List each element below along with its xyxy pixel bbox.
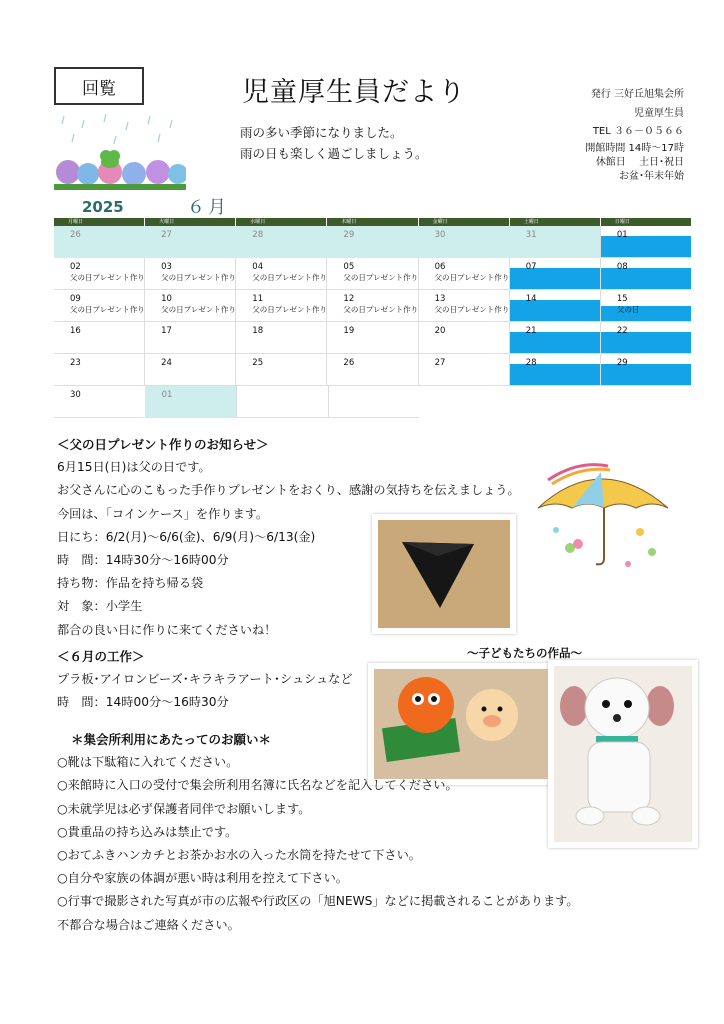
text-line: 時 間：14時30分～16時00分 [57, 553, 229, 568]
calendar-day [54, 226, 144, 258]
day-number: 27 [434, 358, 446, 368]
weekend-bar [601, 332, 691, 353]
works-label: ～子どもたちの作品～ [467, 646, 582, 660]
calendar-body [54, 226, 691, 418]
greeting-line: 雨の日も楽しく過ごしましょう。 [240, 146, 428, 161]
coin-case-photo [372, 514, 516, 634]
text-line: 日にち：6/2(月)～6/6(金)、6/9(月)～6/13(金) [57, 529, 316, 544]
calendar-day [144, 290, 235, 322]
weekday-label: 木曜日 [326, 218, 417, 226]
weekend-bar [601, 364, 691, 385]
greeting-line: 雨の多い季節になりました。 [240, 125, 403, 140]
calendar-week [54, 354, 691, 386]
text-line: お父さんに心のこもった手作りプレゼントをおくり、感謝の気持ちを伝えましょう。 [57, 483, 520, 498]
calendar-week [54, 258, 691, 290]
calendar-day [509, 354, 600, 386]
calendar-week [54, 322, 691, 354]
calendar-day [600, 258, 691, 290]
calendar-day [418, 354, 509, 386]
calendar-day [235, 322, 326, 354]
weekend-bar [510, 300, 600, 321]
umbrella-illustration [528, 460, 674, 580]
publisher-line: 開館時間 14時～17時 [585, 142, 684, 154]
calendar-day [418, 290, 509, 322]
day-number: 09 [70, 294, 81, 304]
rule-item: ○靴は下駄箱に入れてください。 [57, 755, 239, 770]
day-number: 04 [252, 262, 264, 272]
weekday-label: 日曜日 [600, 218, 691, 226]
day-number: 23 [70, 358, 81, 368]
day-number: 03 [161, 262, 172, 272]
calendar-day [600, 226, 691, 258]
calendar-day [600, 322, 691, 354]
calendar-day [235, 290, 326, 322]
calendar-day [235, 226, 326, 258]
day-number: 11 [252, 294, 264, 304]
text-line: 対 象：小学生 [57, 599, 143, 614]
weekend-bar [601, 268, 691, 289]
calendar-day [236, 386, 328, 418]
day-event: 父の日プレゼント作り [343, 273, 419, 282]
calendar-week [54, 226, 691, 258]
circulation-badge: 回覧 [54, 67, 144, 105]
rule-item: ○行事で撮影された写真が市の広報や行政区の「旭NEWS」などに掲載されることがあります。 [57, 894, 579, 909]
day-number: 07 [525, 262, 537, 272]
day-number: 21 [525, 326, 537, 336]
calendar-day [144, 226, 235, 258]
calendar-week [54, 386, 691, 418]
day-number: 12 [343, 294, 355, 304]
day-number: 08 [616, 262, 628, 272]
page-title: 児童厚生員だより [242, 77, 466, 108]
publisher-info [560, 86, 684, 184]
craft-section [57, 645, 353, 715]
day-event: 父の日プレゼント作り [70, 273, 145, 282]
calendar-day [235, 354, 326, 386]
calendar-day [54, 322, 144, 354]
day-event: 父の日プレゼント作り [343, 305, 419, 314]
calendar-day [600, 386, 691, 418]
rule-item: ○未就学児は必ず保護者同伴でお願いします。 [57, 801, 311, 816]
weekend-bar [510, 268, 600, 289]
day-number: 27 [161, 230, 172, 240]
section-heading: ＊集会所利用にあたってのお願い＊ [71, 732, 272, 747]
publisher-line: 児童厚生員 [634, 107, 684, 119]
weekday-label: 金曜日 [418, 218, 509, 226]
calendar-day [326, 226, 417, 258]
day-number: 29 [616, 358, 628, 368]
day-number: 14 [525, 294, 537, 304]
rule-item: ○貴重品の持ち込みは禁止です。 [57, 824, 238, 839]
calendar-day [509, 322, 600, 354]
calendar-day [144, 322, 235, 354]
calendar-day [145, 386, 237, 418]
day-number: 13 [434, 294, 446, 304]
rules-section [57, 728, 579, 937]
weekend-bar [510, 364, 600, 385]
day-number: 20 [434, 326, 446, 336]
day-number: 30 [70, 390, 81, 400]
day-event: 父の日プレゼント作り [252, 305, 327, 314]
text-line: プラ板･アイロンビーズ･キラキラアート･シュシュなど [57, 672, 353, 687]
day-number: 18 [252, 326, 264, 336]
section-heading: ＜６月の工作＞ [57, 649, 145, 664]
calendar-month: ６月 [187, 197, 229, 218]
calendar-day [509, 258, 600, 290]
calendar-weekday-header [54, 218, 691, 226]
weekday-label: 土曜日 [509, 218, 600, 226]
publisher-line: お盆･年末年始 [619, 170, 684, 182]
rule-item: 不都合な場合はご連絡ください。 [57, 917, 240, 932]
calendar-day [418, 322, 509, 354]
day-number: 25 [252, 358, 264, 368]
weekend-bar [601, 306, 691, 321]
calendar-day [235, 258, 326, 290]
text-line: 都合の良い日に作りに来てくださいね！ [57, 622, 277, 637]
calendar-day [54, 354, 144, 386]
day-number: 10 [161, 294, 172, 304]
day-event: 父の日プレゼント作り [252, 273, 327, 282]
day-event: 父の日プレゼント作り [434, 305, 510, 314]
day-number: 19 [343, 326, 355, 336]
day-number: 28 [525, 358, 537, 368]
text-line: 時 間：14時00分～16時30分 [57, 695, 229, 710]
day-number: 29 [343, 230, 355, 240]
day-number: 22 [616, 326, 628, 336]
text-line: 今回は、「コインケース」を作ります。 [57, 506, 269, 521]
section-heading: ＜父の日プレゼント作りのお知らせ＞ [57, 437, 269, 452]
weekend-bar [601, 236, 691, 257]
calendar-day [600, 290, 691, 322]
calendar-day [419, 386, 510, 418]
weekday-label: 火曜日 [144, 218, 235, 226]
calendar-day [600, 354, 691, 386]
calendar-day [326, 258, 417, 290]
calendar-day [326, 354, 417, 386]
publisher-line: 発行 三好丘旭集会所 [590, 89, 684, 100]
calendar-day [418, 226, 509, 258]
calendar-year: 2025 [82, 198, 124, 216]
calendar-day [509, 290, 600, 322]
hydrangea-rain-illustration [54, 112, 186, 190]
day-number: 26 [70, 230, 81, 240]
day-number: 16 [70, 326, 81, 336]
rule-item: ○自分や家族の体調が悪い時は利用を控えて下さい。 [57, 871, 348, 886]
calendar-day [54, 386, 145, 418]
rule-item: ○来館時に入口の受付で集会所利用名簿に氏名などを記入してください。 [57, 778, 458, 793]
day-number: 01 [161, 390, 173, 400]
calendar [54, 218, 691, 418]
publisher-line: TEL ３６－０５６６ [592, 126, 684, 137]
weekday-label: 月曜日 [68, 219, 84, 225]
rule-item: ○おてふきハンカチとお茶かお水の入った水筒を持たせて下さい。 [57, 848, 421, 863]
calendar-week [54, 290, 691, 322]
day-number: 30 [434, 230, 446, 240]
calendar-day [144, 258, 235, 290]
day-event: 父の日 [616, 305, 640, 314]
day-number: 06 [434, 262, 446, 272]
day-number: 02 [70, 262, 81, 272]
day-event: 父の日プレゼント作り [70, 305, 145, 314]
day-number: 01 [616, 230, 628, 240]
calendar-day [326, 290, 417, 322]
day-number: 17 [161, 326, 172, 336]
weekday-label: 水曜日 [235, 218, 326, 226]
calendar-day [144, 354, 235, 386]
text-line: 6月15日(日)は父の日です。 [57, 460, 211, 475]
day-number: 26 [343, 358, 355, 368]
calendar-day [54, 258, 144, 290]
calendar-day [418, 258, 509, 290]
day-event: 父の日プレゼント作り [434, 273, 510, 282]
greeting [240, 122, 428, 164]
calendar-day [54, 290, 144, 322]
text-line: 持ち物：作品を持ち帰る袋 [57, 576, 204, 591]
weekend-bar [510, 332, 600, 353]
calendar-day [510, 386, 601, 418]
day-number: 31 [525, 230, 537, 240]
day-number: 05 [343, 262, 355, 272]
calendar-day [328, 386, 420, 418]
calendar-day [326, 322, 417, 354]
day-number: 24 [161, 358, 172, 368]
day-event: 父の日プレゼント作り [161, 273, 236, 282]
day-number: 15 [616, 294, 628, 304]
publisher-line: 休館日 土日･祝日 [595, 156, 684, 168]
day-event: 父の日プレゼント作り [161, 305, 236, 314]
day-number: 28 [252, 230, 264, 240]
calendar-day [509, 226, 600, 258]
